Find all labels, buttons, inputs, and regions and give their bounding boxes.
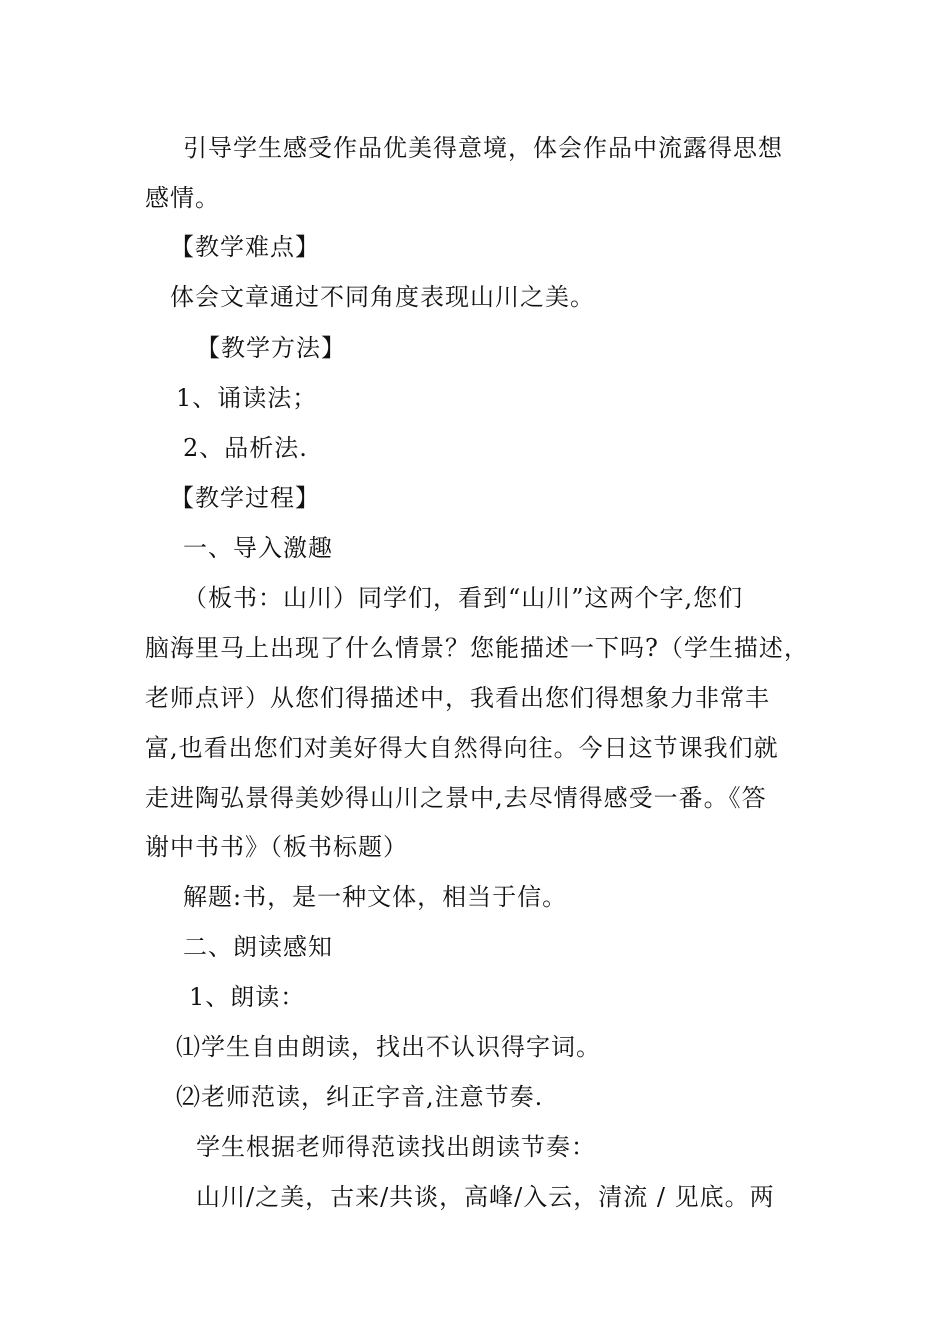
- list-item: ⑴学生自由朗读，找出不认识得字词。: [176, 1033, 601, 1061]
- list-item: 2、品析法.: [183, 434, 308, 462]
- section-heading: 【教学难点】: [170, 233, 320, 261]
- paragraph-line: 谢中书书》（板书标题）: [145, 833, 408, 861]
- paragraph-line: 脑海里马上出现了什么情景？您能描述一下吗?（学生描述，: [145, 634, 809, 662]
- subsection-heading: 二、朗读感知: [183, 933, 333, 961]
- paragraph-line: 引导学生感受作品优美得意境，体会作品中流露得思想: [183, 134, 783, 162]
- paragraph-line: 学生根据老师得范读找出朗读节奏：: [196, 1133, 596, 1161]
- subsection-heading: 一、导入激趣: [183, 534, 333, 562]
- paragraph-line: 感情。: [145, 184, 220, 212]
- paragraph-line: 老师点评）从您们得描述中，我看出您们得想象力非常丰: [145, 684, 770, 712]
- paragraph-line: （板书：山川）同学们，看到“山川”这两个字,您们: [183, 584, 744, 612]
- section-heading: 【教学过程】: [170, 484, 320, 512]
- paragraph-line: 体会文章通过不同角度表现山川之美。: [170, 283, 595, 311]
- paragraph-line: 走进陶弘景得美妙得山川之景中,去尽情得感受一番。《答: [145, 784, 767, 812]
- paragraph-line: 山川/之美，古来/共谈，高峰/入云，清流 / 见底。两: [196, 1183, 775, 1211]
- list-item: 1、诵读法；: [176, 384, 318, 412]
- list-item: 1、朗读：: [189, 983, 306, 1011]
- paragraph-line: 解题:书，是一种文体，相当于信。: [183, 883, 568, 911]
- section-heading: 【教学方法】: [196, 334, 346, 362]
- paragraph-line: 富,也看出您们对美好得大自然得向往。今日这节课我们就: [145, 734, 779, 762]
- list-item: ⑵老师范读，纠正字音,注意节奏.: [176, 1083, 544, 1111]
